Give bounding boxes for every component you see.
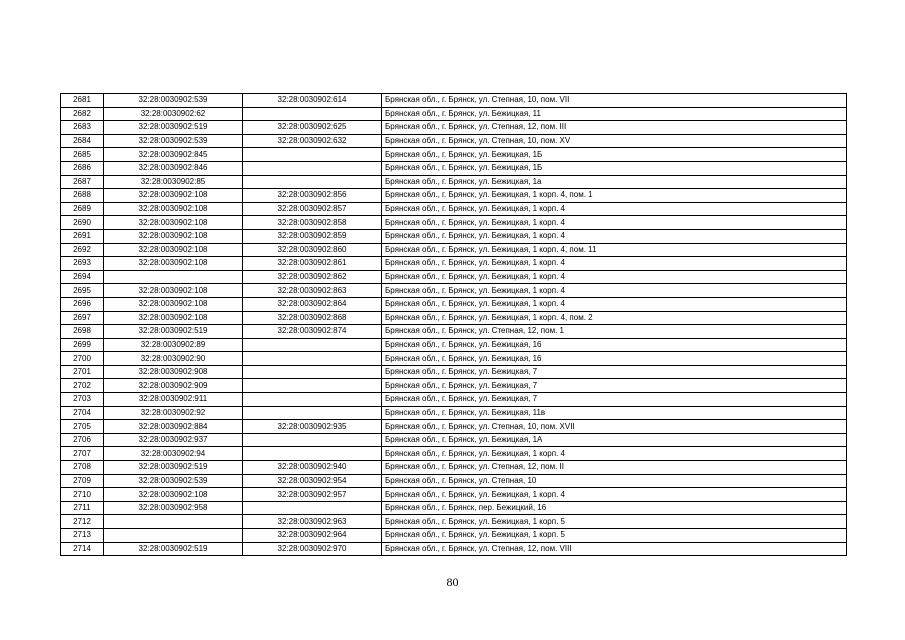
object-cadastral-number-cell: 32:28:0030902:856 [243, 189, 382, 203]
object-cadastral-number-cell [243, 447, 382, 461]
row-number-cell: 2688 [61, 189, 104, 203]
parcel-cadastral-number-cell: 32:28:0030902:108 [104, 229, 243, 243]
table-row [61, 420, 847, 434]
parcel-cadastral-number-cell: 32:28:0030902:539 [104, 94, 243, 108]
table-row [61, 352, 847, 366]
address-cell: Брянская обл., г. Брянск, ул. Степная, 12, пом. III [382, 121, 847, 135]
row-number-cell: 2681 [61, 94, 104, 108]
parcel-cadastral-number-cell: 32:28:0030902:911 [104, 393, 243, 407]
table-row [61, 325, 847, 339]
address-cell: Брянская обл., г. Брянск, ул. Бежицкая, 1Б [382, 148, 847, 162]
table-row [61, 257, 847, 271]
table-row [61, 148, 847, 162]
row-number-cell: 2685 [61, 148, 104, 162]
address-cell: Брянская обл., г. Брянск, ул. Бежицкая, 1 корп. 4 [382, 297, 847, 311]
address-cell: Брянская обл., г. Брянск, ул. Бежицкая, 1 корп. 4, пом. 11 [382, 243, 847, 257]
parcel-cadastral-number-cell: 32:28:0030902:108 [104, 488, 243, 502]
row-number-cell: 2709 [61, 474, 104, 488]
object-cadastral-number-cell: 32:28:0030902:970 [243, 542, 382, 556]
table-row [61, 202, 847, 216]
row-number-cell: 2690 [61, 216, 104, 230]
table-row [61, 270, 847, 284]
address-cell: Брянская обл., г. Брянск, ул. Степная, 10 [382, 474, 847, 488]
parcel-cadastral-number-cell: 32:28:0030902:108 [104, 297, 243, 311]
parcel-cadastral-number-cell: 32:28:0030902:108 [104, 284, 243, 298]
object-cadastral-number-cell: 32:28:0030902:957 [243, 488, 382, 502]
table-row [61, 161, 847, 175]
address-cell: Брянская обл., г. Брянск, ул. Бежицкая, 1 корп. 4 [382, 447, 847, 461]
row-number-cell: 2689 [61, 202, 104, 216]
table-row [61, 175, 847, 189]
parcel-cadastral-number-cell: 32:28:0030902:62 [104, 107, 243, 121]
row-number-cell: 2700 [61, 352, 104, 366]
object-cadastral-number-cell [243, 501, 382, 515]
row-number-cell: 2713 [61, 529, 104, 543]
table-row [61, 488, 847, 502]
row-number-cell: 2693 [61, 257, 104, 271]
registry-table-body [61, 94, 847, 556]
parcel-cadastral-number-cell: 32:28:0030902:90 [104, 352, 243, 366]
row-number-cell: 2712 [61, 515, 104, 529]
object-cadastral-number-cell: 32:28:0030902:862 [243, 270, 382, 284]
row-number-cell: 2708 [61, 461, 104, 475]
object-cadastral-number-cell [243, 338, 382, 352]
table-row [61, 216, 847, 230]
registry-table [60, 93, 847, 556]
row-number-cell: 2711 [61, 501, 104, 515]
parcel-cadastral-number-cell: 32:28:0030902:108 [104, 189, 243, 203]
table-row [61, 229, 847, 243]
row-number-cell: 2683 [61, 121, 104, 135]
table-row [61, 365, 847, 379]
parcel-cadastral-number-cell: 32:28:0030902:89 [104, 338, 243, 352]
address-cell: Брянская обл., г. Брянск, ул. Бежицкая, 1 корп. 4, пом. 2 [382, 311, 847, 325]
parcel-cadastral-number-cell: 32:28:0030902:92 [104, 406, 243, 420]
table-row [61, 134, 847, 148]
parcel-cadastral-number-cell: 32:28:0030902:539 [104, 474, 243, 488]
object-cadastral-number-cell: 32:28:0030902:863 [243, 284, 382, 298]
address-cell: Брянская обл., г. Брянск, ул. Степная, 10, пом. VII [382, 94, 847, 108]
parcel-cadastral-number-cell: 32:28:0030902:958 [104, 501, 243, 515]
row-number-cell: 2687 [61, 175, 104, 189]
address-cell: Брянская обл., г. Брянск, ул. Бежицкая, 1Б [382, 161, 847, 175]
row-number-cell: 2714 [61, 542, 104, 556]
object-cadastral-number-cell [243, 352, 382, 366]
parcel-cadastral-number-cell [104, 270, 243, 284]
table-row [61, 515, 847, 529]
parcel-cadastral-number-cell: 32:28:0030902:108 [104, 257, 243, 271]
parcel-cadastral-number-cell: 32:28:0030902:884 [104, 420, 243, 434]
address-cell: Брянская обл., г. Брянск, ул. Бежицкая, 7 [382, 365, 847, 379]
parcel-cadastral-number-cell: 32:28:0030902:845 [104, 148, 243, 162]
address-cell: Брянская обл., г. Брянск, ул. Бежицкая, 1 корп. 4 [382, 488, 847, 502]
object-cadastral-number-cell [243, 379, 382, 393]
object-cadastral-number-cell [243, 406, 382, 420]
object-cadastral-number-cell: 32:28:0030902:625 [243, 121, 382, 135]
table-row [61, 447, 847, 461]
parcel-cadastral-number-cell: 32:28:0030902:108 [104, 216, 243, 230]
row-number-cell: 2699 [61, 338, 104, 352]
object-cadastral-number-cell: 32:28:0030902:963 [243, 515, 382, 529]
object-cadastral-number-cell [243, 365, 382, 379]
object-cadastral-number-cell: 32:28:0030902:857 [243, 202, 382, 216]
parcel-cadastral-number-cell: 32:28:0030902:108 [104, 243, 243, 257]
address-cell: Брянская обл., г. Брянск, ул. Бежицкая, 16 [382, 352, 847, 366]
table-row [61, 121, 847, 135]
table-row [61, 311, 847, 325]
parcel-cadastral-number-cell: 32:28:0030902:85 [104, 175, 243, 189]
row-number-cell: 2698 [61, 325, 104, 339]
object-cadastral-number-cell: 32:28:0030902:614 [243, 94, 382, 108]
table-row [61, 243, 847, 257]
address-cell: Брянская обл., г. Брянск, ул. Бежицкая, 1А [382, 433, 847, 447]
parcel-cadastral-number-cell: 32:28:0030902:108 [104, 311, 243, 325]
table-row [61, 94, 847, 108]
object-cadastral-number-cell [243, 148, 382, 162]
table-row [61, 338, 847, 352]
table-row [61, 461, 847, 475]
object-cadastral-number-cell: 32:28:0030902:632 [243, 134, 382, 148]
parcel-cadastral-number-cell: 32:28:0030902:519 [104, 325, 243, 339]
row-number-cell: 2704 [61, 406, 104, 420]
address-cell: Брянская обл., г. Брянск, ул. Бежицкая, 11 [382, 107, 847, 121]
object-cadastral-number-cell: 32:28:0030902:874 [243, 325, 382, 339]
address-cell: Брянская обл., г. Брянск, ул. Бежицкая, 11в [382, 406, 847, 420]
row-number-cell: 2686 [61, 161, 104, 175]
table-row [61, 501, 847, 515]
table-row [61, 107, 847, 121]
table-row [61, 379, 847, 393]
object-cadastral-number-cell [243, 107, 382, 121]
table-row [61, 529, 847, 543]
object-cadastral-number-cell: 32:28:0030902:935 [243, 420, 382, 434]
object-cadastral-number-cell: 32:28:0030902:868 [243, 311, 382, 325]
address-cell: Брянская обл., г. Брянск, пер. Бежицкий, 16 [382, 501, 847, 515]
address-cell: Брянская обл., г. Брянск, ул. Бежицкая, 7 [382, 393, 847, 407]
address-cell: Брянская обл., г. Брянск, ул. Бежицкая, 1 корп. 4 [382, 270, 847, 284]
row-number-cell: 2684 [61, 134, 104, 148]
row-number-cell: 2692 [61, 243, 104, 257]
table-row [61, 542, 847, 556]
table-row [61, 406, 847, 420]
address-cell: Брянская обл., г. Брянск, ул. Бежицкая, 7 [382, 379, 847, 393]
parcel-cadastral-number-cell [104, 515, 243, 529]
object-cadastral-number-cell: 32:28:0030902:859 [243, 229, 382, 243]
object-cadastral-number-cell [243, 175, 382, 189]
object-cadastral-number-cell [243, 161, 382, 175]
row-number-cell: 2705 [61, 420, 104, 434]
object-cadastral-number-cell: 32:28:0030902:858 [243, 216, 382, 230]
address-cell: Брянская обл., г. Брянск, ул. Бежицкая, 1 корп. 4, пом. 1 [382, 189, 847, 203]
object-cadastral-number-cell: 32:28:0030902:860 [243, 243, 382, 257]
address-cell: Брянская обл., г. Брянск, ул. Степная, 10, пом. XV [382, 134, 847, 148]
table-row [61, 393, 847, 407]
address-cell: Брянская обл., г. Брянск, ул. Бежицкая, 1 корп. 5 [382, 529, 847, 543]
parcel-cadastral-number-cell: 32:28:0030902:519 [104, 121, 243, 135]
object-cadastral-number-cell [243, 393, 382, 407]
row-number-cell: 2702 [61, 379, 104, 393]
object-cadastral-number-cell: 32:28:0030902:964 [243, 529, 382, 543]
address-cell: Брянская обл., г. Брянск, ул. Бежицкая, 1 корп. 4 [382, 202, 847, 216]
row-number-cell: 2696 [61, 297, 104, 311]
row-number-cell: 2694 [61, 270, 104, 284]
row-number-cell: 2682 [61, 107, 104, 121]
row-number-cell: 2707 [61, 447, 104, 461]
table-row [61, 433, 847, 447]
page-number: 80 [446, 575, 459, 589]
address-cell: Брянская обл., г. Брянск, ул. Бежицкая, 1 корп. 4 [382, 229, 847, 243]
address-cell: Брянская обл., г. Брянск, ул. Степная, 12, пом. VIII [382, 542, 847, 556]
parcel-cadastral-number-cell: 32:28:0030902:519 [104, 542, 243, 556]
object-cadastral-number-cell: 32:28:0030902:861 [243, 257, 382, 271]
address-cell: Брянская обл., г. Брянск, ул. Бежицкая, 1 корп. 4 [382, 284, 847, 298]
parcel-cadastral-number-cell: 32:28:0030902:94 [104, 447, 243, 461]
parcel-cadastral-number-cell [104, 529, 243, 543]
address-cell: Брянская обл., г. Брянск, ул. Бежицкая, 1а [382, 175, 847, 189]
table-row [61, 474, 847, 488]
parcel-cadastral-number-cell: 32:28:0030902:937 [104, 433, 243, 447]
address-cell: Брянская обл., г. Брянск, ул. Бежицкая, 1 корп. 4 [382, 257, 847, 271]
parcel-cadastral-number-cell: 32:28:0030902:519 [104, 461, 243, 475]
row-number-cell: 2706 [61, 433, 104, 447]
parcel-cadastral-number-cell: 32:28:0030902:909 [104, 379, 243, 393]
address-cell: Брянская обл., г. Брянск, ул. Бежицкая, 1 корп. 4 [382, 216, 847, 230]
row-number-cell: 2691 [61, 229, 104, 243]
address-cell: Брянская обл., г. Брянск, ул. Бежицкая, 16 [382, 338, 847, 352]
parcel-cadastral-number-cell: 32:28:0030902:846 [104, 161, 243, 175]
table-row [61, 284, 847, 298]
object-cadastral-number-cell [243, 433, 382, 447]
parcel-cadastral-number-cell: 32:28:0030902:108 [104, 202, 243, 216]
address-cell: Брянская обл., г. Брянск, ул. Степная, 10, пом. XVII [382, 420, 847, 434]
address-cell: Брянская обл., г. Брянск, ул. Степная, 12, пом. 1 [382, 325, 847, 339]
address-cell: Брянская обл., г. Брянск, ул. Степная, 12, пом. II [382, 461, 847, 475]
row-number-cell: 2710 [61, 488, 104, 502]
object-cadastral-number-cell: 32:28:0030902:940 [243, 461, 382, 475]
address-cell: Брянская обл., г. Брянск, ул. Бежицкая, 1 корп. 5 [382, 515, 847, 529]
object-cadastral-number-cell: 32:28:0030902:954 [243, 474, 382, 488]
row-number-cell: 2701 [61, 365, 104, 379]
object-cadastral-number-cell: 32:28:0030902:864 [243, 297, 382, 311]
row-number-cell: 2695 [61, 284, 104, 298]
row-number-cell: 2697 [61, 311, 104, 325]
row-number-cell: 2703 [61, 393, 104, 407]
table-row [61, 189, 847, 203]
parcel-cadastral-number-cell: 32:28:0030902:908 [104, 365, 243, 379]
parcel-cadastral-number-cell: 32:28:0030902:539 [104, 134, 243, 148]
table-row [61, 297, 847, 311]
